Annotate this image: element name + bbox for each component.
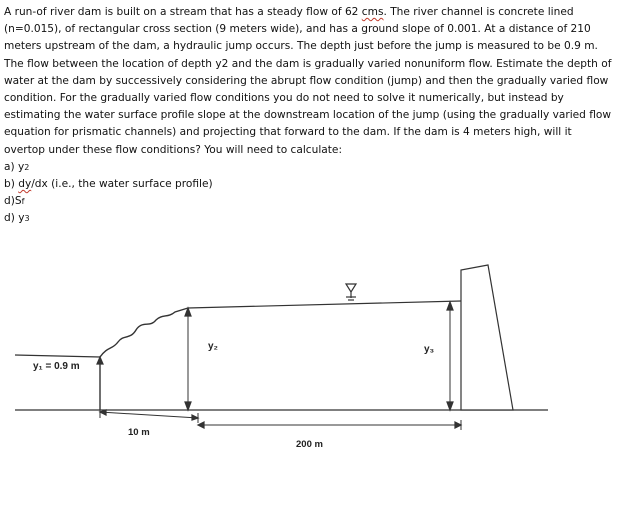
part-d: d) y3 bbox=[4, 212, 30, 225]
upstream-water-surface bbox=[15, 355, 100, 357]
part-b: b) dy/dx (i.e., the water surface profile) bbox=[4, 178, 213, 191]
gvf-water-surface bbox=[188, 301, 461, 308]
y3-arrow-top bbox=[447, 302, 453, 310]
y2-label: y₂ bbox=[208, 341, 219, 352]
cms-unit: cms bbox=[361, 6, 384, 18]
y1-label: y₁ = 0.9 m bbox=[33, 361, 80, 372]
dam-structure bbox=[461, 265, 513, 410]
problem-text-part2: . The river channel is concrete lined (n=0.015), of rectangular cross section (9 meters wide), and has a ground slope of 0.001. At a distance of 210 meters upstream of the dam, a hydraulic jump occurs. The depth just before the jump is measured to be 0.9 m. The flow between the location of depth y2 and the dam is gradually varied nonuniform flow. Estimate the depth of water at the dam by successively considering the abrupt flow condition (jump) and then the gradually varied flow condition. For the gradually varied flow conditions you do not need to solve it numerically, but instead by estimating the water surface profile slope at the downstream location of the jump (using the gradually varied flow equation for prismatic channels) and projecting that forward to the dam. If the dam is 4 meters high, will it overtop under these flow conditions? You will need to calculate: bbox=[4, 6, 612, 156]
y3-label: y₃ bbox=[424, 344, 435, 355]
problem-paragraph bbox=[4, 4, 614, 159]
part-a: a) y2 bbox=[4, 160, 30, 173]
question-parts bbox=[4, 159, 614, 228]
dim-200-label: 200 m bbox=[296, 439, 323, 450]
water-surface-symbol-icon bbox=[346, 284, 356, 292]
dim-10-arrow-left bbox=[100, 410, 106, 415]
y2-arrow-bottom bbox=[185, 402, 191, 410]
problem-statement bbox=[4, 4, 614, 228]
y1-arrow-top bbox=[97, 357, 103, 364]
part-c: d)Sf bbox=[4, 195, 25, 208]
hydraulic-jump-surface bbox=[100, 308, 188, 357]
y3-arrow-bottom bbox=[447, 402, 453, 410]
dim-200-arrow-right bbox=[455, 422, 461, 428]
dim-200-arrow-left bbox=[198, 422, 204, 428]
dim-10-line bbox=[100, 412, 198, 418]
dam-flow-diagram bbox=[0, 250, 619, 480]
dim-10-arrow-right bbox=[192, 415, 198, 420]
problem-text-part1: A run-of river dam is built on a stream that has a steady flow of 62 bbox=[4, 6, 362, 18]
dim-10-label: 10 m bbox=[128, 427, 150, 438]
